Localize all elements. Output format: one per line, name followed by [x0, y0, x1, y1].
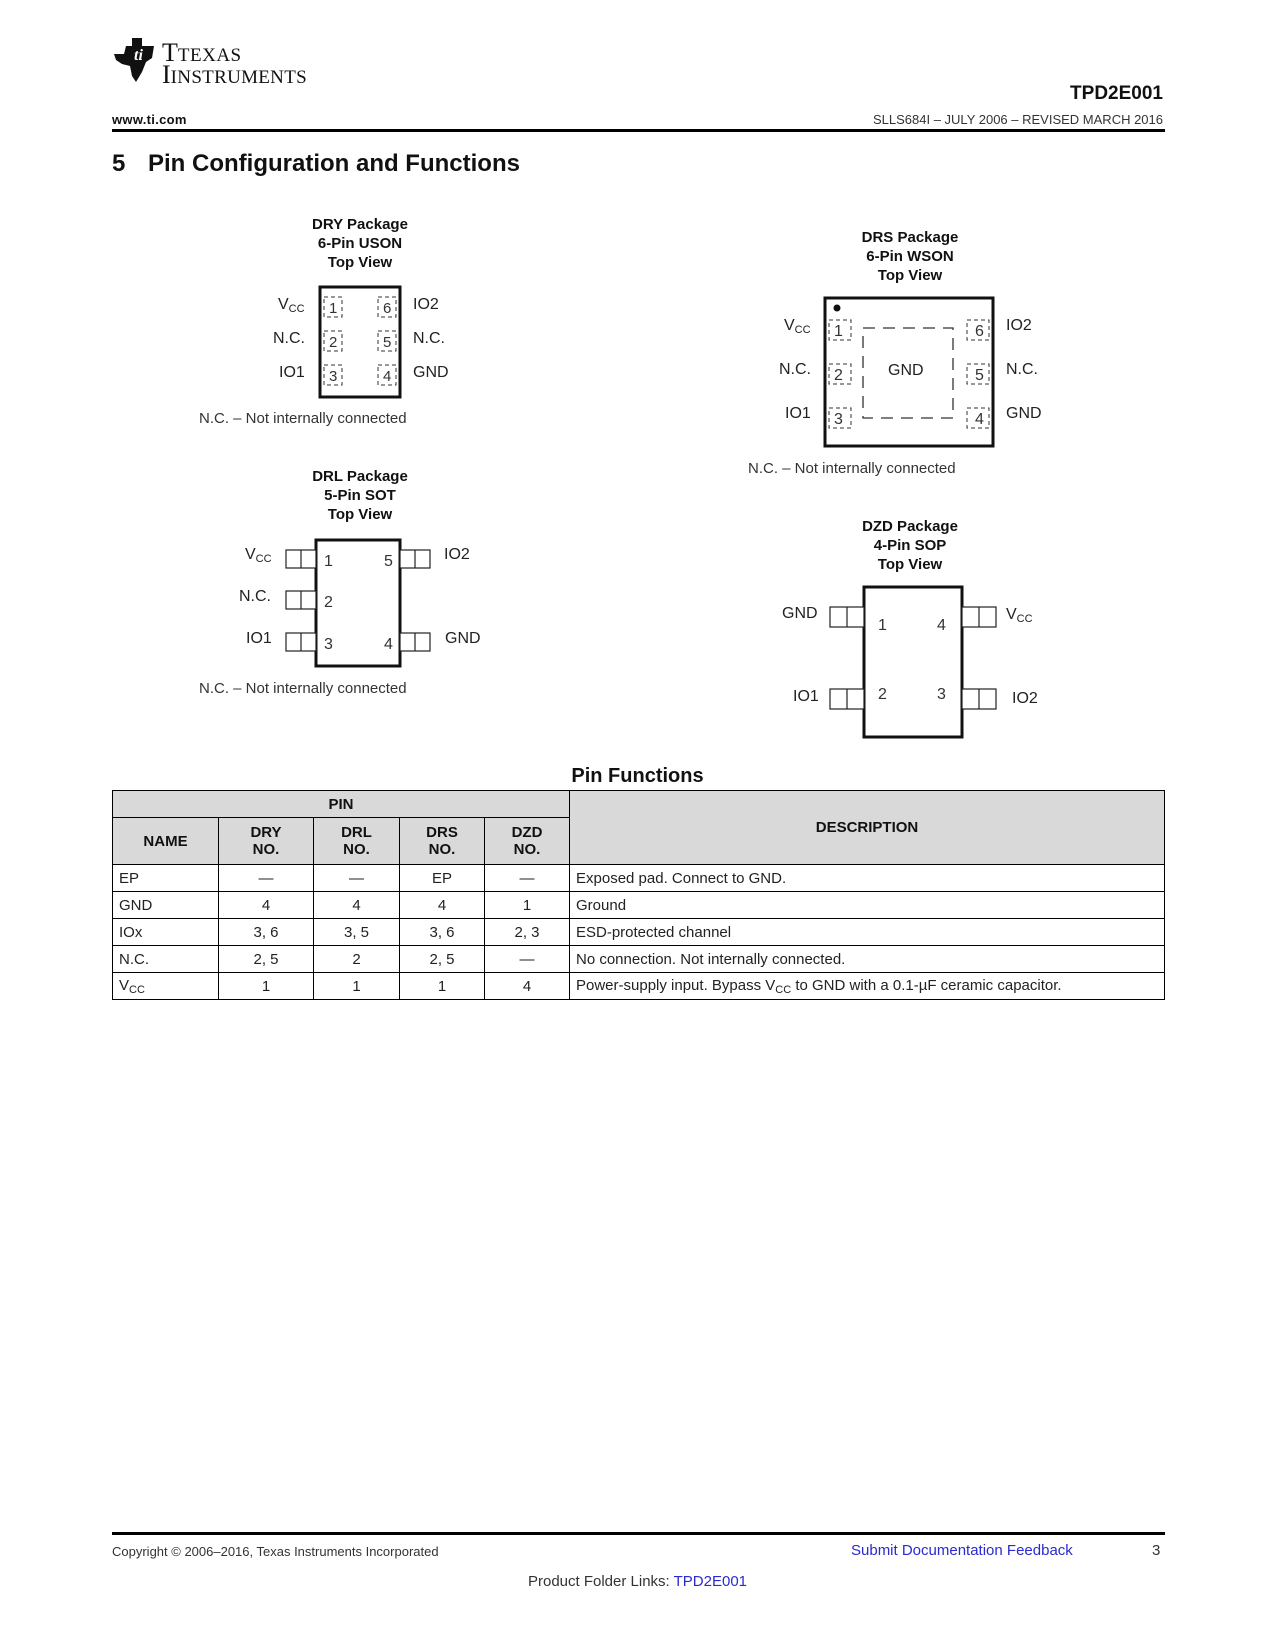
drs-no-header: DRS NO.: [400, 818, 485, 865]
svg-text:5: 5: [383, 334, 392, 351]
table-row-gnd: [113, 892, 1165, 919]
drs-pad-label: GND: [888, 362, 924, 379]
svg-text:3: 3: [329, 368, 338, 385]
dry-package-diagram: [318, 285, 404, 400]
svg-text:4: 4: [937, 617, 946, 634]
drs-left-pin-2-label: N.C.: [779, 361, 811, 378]
pin-description: ESD-protected channel: [570, 919, 1165, 946]
svg-text:1: 1: [834, 323, 843, 340]
drs-note: N.C. – Not internally connected: [748, 460, 956, 477]
drl-no: 3, 5: [314, 919, 400, 946]
dry-no: 4: [219, 892, 314, 919]
drs-left-pin-1-label: $V_{CC}$: [784, 317, 811, 336]
drs-no: 2, 5: [400, 946, 485, 973]
table-row-vcc: [113, 973, 1165, 1000]
page-number: 3: [1152, 1542, 1161, 1559]
document-id: TPD2E001: [1070, 83, 1163, 104]
drl-package-title: [260, 467, 460, 524]
drs-title-line3: Top View: [877, 267, 943, 284]
drs-right-pin-6-label: IO2: [1006, 317, 1032, 334]
svg-text:5: 5: [975, 367, 984, 384]
pin-name: EP: [113, 865, 219, 892]
pin-functions-table: [112, 790, 1165, 1000]
dry-right-pin-4-label: GND: [413, 364, 449, 381]
dry-right-pin-5-label: N.C.: [413, 330, 445, 347]
product-folder-link[interactable]: TPD2E001: [673, 1573, 747, 1590]
drs-no: 4: [400, 892, 485, 919]
logo-line1-initial: T: [162, 38, 178, 67]
pin-name: IOx: [113, 919, 219, 946]
dzd-title-line3: Top View: [877, 556, 943, 573]
dzd-package-diagram: [828, 585, 1000, 739]
product-folder-links: [0, 1573, 1275, 1590]
copyright: Copyright © 2006–2016, Texas Instruments Incorporated: [112, 1544, 439, 1559]
dzd-no: 4: [485, 973, 570, 1000]
drl-no: 4: [314, 892, 400, 919]
drs-right-pin-5-label: N.C.: [1006, 361, 1038, 378]
svg-text:1: 1: [324, 553, 333, 570]
name-header: NAME: [113, 818, 219, 865]
svg-text:3: 3: [937, 686, 946, 703]
section-title: Pin Configuration and Functions: [148, 150, 520, 177]
document-revision: SLLS684I – JULY 2006 – REVISED MARCH 2016: [872, 112, 1163, 127]
dry-no: 1: [219, 973, 314, 1000]
dzd-no: 1: [485, 892, 570, 919]
svg-text:6: 6: [383, 300, 392, 317]
dzd-title-line1: DZD Package: [862, 518, 958, 535]
pin-description: Exposed pad. Connect to GND.: [570, 865, 1165, 892]
svg-text:2: 2: [329, 334, 338, 351]
dry-left-pin-1-label: $V_{CC}$: [278, 296, 305, 315]
dry-right-pin-6-label: IO2: [413, 296, 439, 313]
drl-no: 1: [314, 973, 400, 1000]
logo-line2: INSTRUMENTS: [170, 67, 307, 88]
dry-no: 3, 6: [219, 919, 314, 946]
logo-line1: TEXAS: [177, 45, 242, 66]
submit-feedback-link[interactable]: Submit Documentation Feedback: [851, 1542, 1073, 1559]
drl-no: —: [314, 865, 400, 892]
dry-no: 2, 5: [219, 946, 314, 973]
drl-note: N.C. – Not internally connected: [199, 680, 407, 697]
svg-text:1: 1: [878, 617, 887, 634]
dry-title-line2: 6-Pin USON: [317, 235, 403, 252]
svg-text:2: 2: [834, 367, 843, 384]
svg-text:2: 2: [324, 594, 333, 611]
svg-text:3: 3: [324, 636, 333, 653]
svg-text:6: 6: [975, 323, 984, 340]
dry-no-header: DRY NO.: [219, 818, 314, 865]
drs-right-pin-4-label: GND: [1006, 405, 1042, 422]
svg-text:4: 4: [975, 411, 984, 428]
description-header: DESCRIPTION: [570, 791, 1165, 865]
table-row-ep: [113, 865, 1165, 892]
svg-text:4: 4: [383, 368, 392, 385]
dzd-no: —: [485, 946, 570, 973]
table-row-iox: [113, 919, 1165, 946]
drs-left-pin-3-label: IO1: [785, 405, 811, 422]
svg-text:5: 5: [384, 553, 393, 570]
pin-name: N.C.: [113, 946, 219, 973]
dry-left-pin-2-label: N.C.: [273, 330, 305, 347]
drl-right-pin-5-label: IO2: [444, 546, 470, 563]
drs-no: 1: [400, 973, 485, 1000]
pin1-indicator-icon: [834, 305, 841, 312]
dzd-package-title: [810, 517, 1010, 574]
drl-title-line1: DRL Package: [312, 468, 408, 485]
dzd-left-pin-2-label: IO1: [793, 688, 819, 705]
svg-text:2: 2: [878, 686, 887, 703]
drs-title-line2: 6-Pin WSON: [866, 248, 954, 265]
product-folder-label: Product Folder Links:: [527, 1573, 674, 1590]
svg-text:4: 4: [384, 636, 393, 653]
svg-text:ti: ti: [134, 47, 143, 64]
section-heading: [112, 150, 520, 178]
drs-package-title: [810, 228, 1010, 285]
drl-left-pin-1-label: $V_{CC}$: [245, 546, 272, 565]
drl-right-pin-4-label: GND: [445, 630, 481, 647]
drl-title-line2: 5-Pin SOT: [324, 487, 396, 504]
pin-name: $V_{CC}$: [113, 973, 219, 1000]
dry-package-title: [260, 215, 460, 272]
dry-title-line1: DRY Package: [312, 216, 408, 233]
ti-logo-icon: [112, 36, 156, 82]
dzd-title-line2: 4-Pin SOP: [873, 537, 947, 554]
dzd-no: 2, 3: [485, 919, 570, 946]
pin-description: No connection. Not internally connected.: [570, 946, 1165, 973]
pin-description: Ground: [570, 892, 1165, 919]
pin-description: Power-supply input. Bypass $V_{CC}$ to GND with a 0.1-µF ceramic capacitor.: [570, 973, 1165, 1000]
dzd-right-pin-3-label: IO2: [1012, 690, 1038, 707]
site-url[interactable]: www.ti.com: [112, 112, 187, 127]
dry-note: N.C. – Not internally connected: [199, 410, 407, 427]
dzd-no: —: [485, 865, 570, 892]
footer-rule: [112, 1532, 1165, 1535]
dzd-left-pin-1-label: GND: [782, 605, 818, 622]
drl-no-header: DRL NO.: [314, 818, 400, 865]
ti-logo: [112, 36, 312, 89]
drl-left-pin-3-label: IO1: [246, 630, 272, 647]
dzd-no-header: DZD NO.: [485, 818, 570, 865]
drl-no: 2: [314, 946, 400, 973]
drs-title-line1: DRS Package: [861, 229, 959, 246]
pin-functions-title: Pin Functions: [571, 765, 704, 787]
pin-group-header: PIN: [113, 791, 570, 818]
drl-title-line3: Top View: [327, 506, 393, 523]
dry-pin-1: 1: [329, 300, 338, 317]
logo-line2-initial: I: [162, 60, 171, 89]
table-row-nc: [113, 946, 1165, 973]
dzd-right-pin-4-label: $V_{CC}$: [1006, 606, 1033, 625]
drs-no: 3, 6: [400, 919, 485, 946]
dry-no: —: [219, 865, 314, 892]
drs-no: EP: [400, 865, 485, 892]
header-rule: [112, 129, 1165, 132]
drl-left-pin-2-label: N.C.: [239, 588, 271, 605]
dry-left-pin-3-label: IO1: [279, 364, 305, 381]
pin-name: GND: [113, 892, 219, 919]
svg-text:3: 3: [834, 411, 843, 428]
dry-title-line3: Top View: [327, 254, 393, 271]
drl-package-diagram: [284, 538, 434, 668]
section-number: 5: [112, 150, 126, 177]
